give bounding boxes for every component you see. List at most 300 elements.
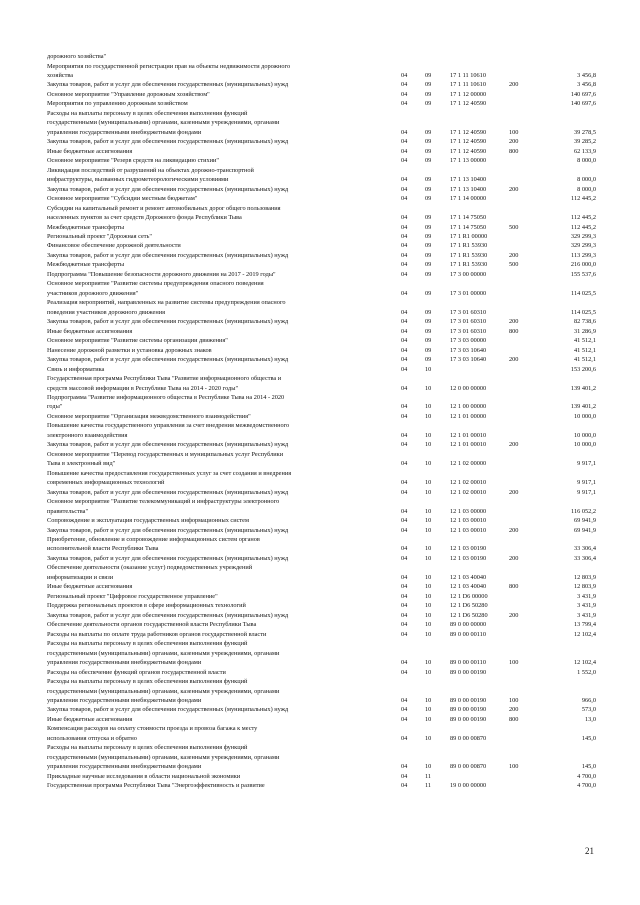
row-amount: 3 431,9	[577, 602, 596, 610]
row-subsection: 10	[425, 441, 432, 449]
row-name: правительства"	[47, 507, 89, 515]
row-subsection: 10	[425, 630, 432, 638]
row-subsection: 10	[425, 734, 432, 742]
row-subsection: 10	[425, 384, 432, 392]
row-section: 04	[401, 488, 408, 496]
row-subsection: 09	[425, 318, 432, 326]
row-expense-type: 500	[509, 223, 519, 231]
row-target-article: 12 1 02 00010	[450, 479, 487, 487]
row-section: 04	[401, 223, 408, 231]
row-amount: 139 401,2	[570, 403, 596, 411]
row-target-article: 12 1 03 00010	[450, 526, 487, 534]
row-section: 04	[401, 356, 408, 363]
row-target-article: 17 1 R1 00000	[450, 232, 488, 240]
row-expense-type: 800	[509, 147, 519, 155]
row-name: Основное мероприятие "Организация межведомственного взаимодействия"	[47, 412, 251, 420]
row-target-article: 89 0 00 00870	[450, 734, 487, 742]
row-subsection: 10	[425, 412, 432, 420]
row-subsection: 09	[425, 214, 432, 221]
row-amount: 8 000,0	[577, 157, 596, 165]
row-expense-type: 500	[509, 261, 519, 269]
row-name: Основное мероприятие "Управление дорожным хозяйством"	[47, 90, 210, 98]
row-section: 04	[401, 517, 408, 524]
row-subsection: 10	[425, 611, 432, 619]
row-target-article: 17 3 03 00000	[450, 337, 487, 345]
row-name: Государственная программа Республики Тыва "Энергоэффективность и развитие	[47, 782, 265, 790]
row-subsection: 10	[425, 526, 432, 534]
row-amount: 12 102,4	[573, 659, 596, 667]
row-amount: 3 431,9	[577, 611, 596, 619]
row-amount: 12 102,4	[573, 630, 596, 638]
row-amount: 4 700,0	[577, 782, 596, 790]
row-expense-type: 100	[509, 697, 519, 704]
row-subsection: 10	[425, 763, 432, 771]
row-section: 04	[401, 630, 408, 638]
row-expense-type: 200	[509, 356, 519, 363]
row-target-article: 12 1 D6 50280	[450, 611, 488, 619]
row-subsection: 10	[425, 479, 432, 487]
row-amount: 112 445,2	[571, 223, 596, 231]
row-subsection: 10	[425, 488, 432, 496]
row-target-article: 89 0 00 00190	[450, 706, 487, 714]
row-name: Межбюджетные трансферты	[47, 223, 125, 231]
row-name: Поддержка региональных проектов в сфере информационных технологий	[47, 602, 246, 610]
row-name: Компенсация расходов на оплату стоимости проезда и провоза багажа к месту	[47, 725, 258, 733]
row-target-article: 17 1 12 40590	[450, 138, 487, 146]
row-target-article: 17 3 03 10640	[450, 356, 487, 363]
row-name: Нанесение дорожной разметки и установка дорожных знаков	[47, 346, 212, 354]
row-section: 04	[401, 697, 408, 704]
row-target-article: 12 1 01 00010	[450, 441, 487, 449]
row-amount: 113 299,3	[571, 251, 596, 259]
row-target-article: 17 1 12 00000	[450, 90, 487, 98]
row-name: Прикладные научные исследования в области национальной экономики	[47, 772, 241, 780]
row-target-article: 12 1 01 00000	[450, 412, 487, 420]
row-target-article: 89 0 00 00190	[450, 697, 487, 704]
row-target-article: 89 0 00 00190	[450, 668, 487, 676]
row-name: Государственная программа Республики Тыва "Развитие информационного общества и	[47, 375, 282, 382]
row-subsection: 09	[425, 71, 432, 79]
row-name: Связь и информатика	[47, 365, 105, 373]
row-amount: 145,0	[581, 763, 596, 771]
row-target-article: 17 1 R1 53930	[450, 251, 488, 259]
row-amount: 33 306,4	[573, 545, 596, 553]
row-amount: 82 738,6	[573, 318, 596, 326]
row-target-article: 17 3 01 60310	[450, 308, 487, 316]
row-name: Расходы на выплаты персоналу в целях обеспечения выполнения функций	[47, 640, 248, 648]
row-name: Сопровождение и эксплуатация государственных информационных систем	[47, 517, 249, 524]
row-subsection: 10	[425, 554, 432, 562]
row-section: 04	[401, 318, 408, 326]
row-name: Закупка товаров, работ и услуг для обеспечения государственных (муниципальных) нужд	[47, 318, 289, 326]
row-target-article: 17 1 14 00000	[450, 195, 487, 203]
row-section: 04	[401, 214, 408, 221]
row-name: использования отпуска и обратно	[47, 734, 137, 742]
row-name: Мероприятия по государственной регистрации прав на объекты недвижимости дорожного	[47, 62, 291, 70]
row-target-article: 89 0 00 00110	[450, 630, 486, 638]
row-name: управления государственными внебюджетными фондами	[47, 659, 202, 667]
row-subsection: 09	[425, 157, 432, 165]
row-name: Закупка товаров, работ и услуг для обеспечения государственных (муниципальных) нужд	[47, 356, 289, 363]
row-subsection: 10	[425, 621, 432, 629]
row-target-article: 12 1 03 00190	[450, 554, 487, 562]
row-section: 04	[401, 782, 408, 790]
row-expense-type: 200	[509, 526, 519, 534]
row-name: Приобретение, обновление и сопровождение информационных систем органов	[47, 536, 260, 543]
row-subsection: 09	[425, 128, 432, 136]
row-name: государственными (муниципальными) органами, казенными учреждениями, органами	[47, 753, 280, 761]
row-section: 04	[401, 100, 408, 108]
row-name: Основное мероприятие "Перевод государственных и муниципальных услуг Республики	[47, 450, 284, 458]
row-name: Основное мероприятие "Субсидии местным бюджетам"	[47, 195, 198, 203]
row-section: 04	[401, 772, 408, 780]
row-target-article: 12 1 03 40040	[450, 583, 487, 591]
row-target-article: 17 3 01 60310	[450, 327, 487, 335]
row-name: Обеспечение деятельности (оказание услуг) подведомственных учреждений	[47, 564, 253, 572]
row-amount: 69 941,9	[573, 526, 596, 534]
row-amount: 69 941,9	[573, 517, 596, 524]
row-name: годы"	[47, 403, 63, 411]
row-target-article: 17 3 01 60310	[450, 318, 487, 326]
row-section: 04	[401, 289, 408, 297]
row-target-article: 12 1 03 00000	[450, 507, 487, 515]
row-subsection: 09	[425, 337, 432, 345]
row-name: Закупка товаров, работ и услуг для обеспечения государственных (муниципальных) нужд	[47, 554, 289, 562]
row-amount: 9 917,1	[577, 488, 596, 496]
page-number: 21	[585, 846, 594, 856]
row-subsection: 10	[425, 507, 432, 515]
row-section: 04	[401, 460, 408, 468]
row-amount: 112 445,2	[571, 195, 596, 203]
row-section: 04	[401, 232, 408, 240]
row-name: Субсидии на капитальный ремонт и ремонт автомобильных дорог общего пользования	[47, 204, 281, 212]
row-name: управления государственными внебюджетными фондами	[47, 697, 202, 704]
row-target-article: 89 0 00 00870	[450, 763, 487, 771]
row-section: 04	[401, 128, 408, 136]
row-section: 04	[401, 668, 408, 676]
row-expense-type: 200	[509, 611, 519, 619]
row-name: Обеспечение деятельности органов государственной власти Республики Тыва	[47, 621, 257, 629]
row-amount: 9 917,1	[577, 479, 596, 487]
row-amount: 3 431,9	[577, 592, 596, 600]
row-section: 04	[401, 327, 408, 335]
row-name: Иные бюджетные ассигнования	[47, 147, 133, 155]
row-name: Иные бюджетные ассигнования	[47, 583, 133, 591]
row-section: 04	[401, 573, 408, 581]
row-target-article: 17 1 R1 53930	[450, 242, 488, 250]
row-subsection: 09	[425, 90, 432, 98]
row-name: Финансовое обеспечение дорожной деятельности	[47, 242, 181, 250]
row-amount: 140 697,6	[570, 100, 596, 108]
row-amount: 153 200,6	[570, 365, 596, 373]
row-name: Повышение качества предоставления государственных услуг за счет создания и внедрения	[47, 469, 292, 477]
row-section: 04	[401, 621, 408, 629]
row-name: Тыва в электронный вид"	[47, 460, 116, 468]
row-name: управления государственными внебюджетными фондами	[47, 128, 202, 136]
row-expense-type: 800	[509, 583, 519, 591]
row-name: Расходы на выплаты по оплате труда работников органов государственной власти	[47, 630, 267, 638]
row-section: 04	[401, 185, 408, 193]
row-target-article: 17 3 01 00000	[450, 289, 487, 297]
row-subsection: 09	[425, 261, 432, 269]
row-expense-type: 200	[509, 185, 519, 193]
row-target-article: 12 1 03 40040	[450, 573, 487, 581]
row-name: дорожного хозяйства"	[47, 53, 107, 60]
row-section: 04	[401, 71, 408, 79]
row-amount: 3 456,8	[577, 81, 596, 89]
row-subsection: 10	[425, 403, 432, 411]
row-name: информатизации и связи	[47, 573, 114, 581]
row-section: 04	[401, 611, 408, 619]
row-section: 04	[401, 583, 408, 591]
row-amount: 8 000,0	[577, 185, 596, 193]
row-amount: 140 697,6	[570, 90, 596, 98]
row-section: 04	[401, 592, 408, 600]
row-amount: 4 700,0	[577, 772, 596, 780]
row-section: 04	[401, 138, 408, 146]
row-subsection: 09	[425, 251, 432, 259]
row-name: Расходы на выплаты персоналу в целях обеспечения выполнения функций	[47, 109, 248, 117]
row-amount: 13,0	[584, 715, 596, 723]
row-amount: 41 512,1	[573, 346, 596, 354]
row-target-article: 12 1 03 00190	[450, 545, 487, 553]
row-target-article: 19 0 00 00000	[450, 782, 487, 790]
row-subsection: 11	[425, 772, 432, 780]
row-name: Основное мероприятие "Развитие системы предупреждения опасного поведения	[47, 280, 264, 288]
row-target-article: 12 1 02 00010	[450, 488, 487, 496]
row-amount: 41 512,1	[573, 337, 596, 345]
row-amount: 12 803,9	[573, 583, 596, 591]
row-name: Закупка товаров, работ и услуг для обеспечения государственных (муниципальных) нужд	[47, 251, 289, 259]
row-target-article: 17 1 11 10610	[450, 81, 486, 89]
row-target-article: 17 1 14 75050	[450, 214, 487, 221]
row-name: участников дорожного движения"	[47, 289, 139, 297]
row-section: 04	[401, 308, 408, 316]
row-subsection: 09	[425, 223, 432, 231]
row-subsection: 09	[425, 81, 432, 89]
row-section: 04	[401, 706, 408, 714]
row-section: 04	[401, 384, 408, 392]
row-name: современных информационных технологий	[47, 479, 165, 487]
row-name: исполнительной власти Республики Тыва	[47, 545, 159, 553]
row-subsection: 09	[425, 308, 432, 316]
row-subsection: 09	[425, 100, 432, 108]
row-subsection: 10	[425, 431, 432, 439]
row-name: Закупка товаров, работ и услуг для обеспечения государственных (муниципальных) нужд	[47, 138, 289, 146]
row-subsection: 09	[425, 242, 432, 250]
row-expense-type: 100	[509, 128, 519, 136]
row-subsection: 10	[425, 517, 432, 524]
row-section: 04	[401, 431, 408, 439]
row-amount: 62 133,9	[573, 147, 596, 155]
row-subsection: 10	[425, 697, 432, 704]
row-section: 04	[401, 81, 408, 89]
row-name: государственными (муниципальными) органами, казенными учреждениями, органами	[47, 649, 280, 657]
row-target-article: 89 0 00 00190	[450, 715, 487, 723]
row-target-article: 17 1 13 00000	[450, 157, 487, 165]
row-amount: 966,0	[581, 697, 596, 704]
row-name: Региональный проект "Цифровое государственное управление"	[47, 592, 218, 600]
row-name: Мероприятия по управлению дорожным хозяйством	[47, 100, 188, 108]
row-amount: 114 025,5	[571, 308, 596, 316]
row-name: Расходы на обеспечение функций органов государственной власти	[47, 668, 226, 676]
row-name: электронного взаимодействия	[47, 431, 128, 439]
row-section: 04	[401, 270, 408, 278]
row-subsection: 10	[425, 659, 432, 667]
row-expense-type: 200	[509, 138, 519, 146]
row-section: 04	[401, 479, 408, 487]
row-name: Реализация мероприятий, направленных на развитие системы предупреждения опасного	[47, 299, 286, 307]
row-amount: 39 278,5	[573, 128, 596, 136]
row-section: 04	[401, 147, 408, 155]
row-target-article: 17 1 11 10610	[450, 71, 486, 79]
row-target-article: 12 0 00 00000	[450, 384, 487, 392]
row-subsection: 10	[425, 706, 432, 714]
row-section: 04	[401, 715, 408, 723]
row-expense-type: 800	[509, 327, 519, 335]
row-subsection: 09	[425, 138, 432, 146]
row-expense-type: 200	[509, 441, 519, 449]
row-amount: 155 537,6	[570, 270, 596, 278]
row-target-article: 12 1 02 00000	[450, 460, 487, 468]
row-target-article: 17 1 13 10400	[450, 185, 487, 193]
row-amount: 10 000,0	[573, 431, 596, 439]
row-name: Закупка товаров, работ и услуг для обеспечения государственных (муниципальных) нужд	[47, 488, 289, 496]
row-target-article: 12 1 D6 50280	[450, 602, 488, 610]
row-expense-type: 800	[509, 715, 519, 723]
row-section: 04	[401, 337, 408, 345]
row-name: Региональный проект "Дорожная сеть"	[47, 232, 152, 240]
row-name: поведения участников дорожного движения	[47, 308, 165, 316]
row-expense-type: 200	[509, 81, 519, 89]
row-amount: 3 456,8	[577, 71, 596, 79]
row-section: 04	[401, 261, 408, 269]
row-amount: 573,0	[581, 706, 596, 714]
row-subsection: 09	[425, 232, 432, 240]
row-name: Основное мероприятие "Развитие телекоммуникаций и инфраструктуры электронного	[47, 498, 280, 506]
row-section: 04	[401, 602, 408, 610]
row-amount: 145,0	[581, 734, 596, 742]
row-name: Закупка товаров, работ и услуг для обеспечения государственных (муниципальных) нужд	[47, 706, 289, 714]
row-name: государственными (муниципальными) органами, казенными учреждениями, органами	[47, 687, 280, 695]
row-expense-type: 200	[509, 554, 519, 562]
row-name: Подпрограмма "Повышение безопасности дорожного движения на 2017 - 2019 годы"	[47, 270, 276, 278]
row-subsection: 10	[425, 602, 432, 610]
row-name: Иные бюджетные ассигнования	[47, 715, 133, 723]
row-name: Иные бюджетные ассигнования	[47, 327, 133, 335]
row-section: 04	[401, 554, 408, 562]
row-subsection: 09	[425, 195, 432, 203]
row-subsection: 10	[425, 592, 432, 600]
row-amount: 329 299,3	[570, 232, 596, 240]
row-amount: 31 286,9	[573, 327, 596, 335]
row-section: 04	[401, 195, 408, 203]
row-name: управления государственными внебюджетными фондами	[47, 763, 202, 771]
row-name: средств массовой информации в Республике Тыва на 2014 - 2020 годы"	[47, 384, 239, 392]
row-name: Расходы на выплаты персоналу в целях обеспечения выполнения функций	[47, 678, 248, 685]
row-name: Закупка товаров, работ и услуг для обеспечения государственных (муниципальных) нужд	[47, 526, 289, 534]
row-subsection: 09	[425, 185, 432, 193]
row-section: 04	[401, 734, 408, 742]
row-name: Закупка товаров, работ и услуг для обеспечения государственных (муниципальных) нужд	[47, 81, 289, 89]
row-name: Повышение качества государственного управления за счет внедрения межведомственного	[47, 422, 290, 430]
row-target-article: 12 1 03 00010	[450, 517, 487, 524]
row-section: 04	[401, 90, 408, 98]
row-section: 04	[401, 526, 408, 534]
row-subsection: 11	[425, 782, 432, 790]
row-subsection: 10	[425, 365, 432, 373]
row-name: инфраструктуры, вызванных гидрометеорологическими условиями	[47, 176, 229, 184]
row-subsection: 10	[425, 668, 432, 676]
row-target-article: 17 1 R1 53930	[450, 261, 488, 269]
row-name: Ликвидация последствий от разрушений на объектах дорожно-транспортной	[47, 166, 254, 174]
row-section: 04	[401, 507, 408, 515]
row-amount: 8 000,0	[577, 176, 596, 184]
row-subsection: 09	[425, 147, 432, 155]
row-subsection: 10	[425, 583, 432, 591]
row-target-article: 17 1 12 40590	[450, 128, 487, 136]
row-subsection: 10	[425, 573, 432, 581]
row-amount: 112 445,2	[571, 214, 596, 221]
row-subsection: 10	[425, 460, 432, 468]
row-target-article: 17 1 12 40590	[450, 147, 487, 155]
row-name: Основное мероприятие "Развитие системы организации движения"	[47, 337, 228, 345]
row-target-article: 12 1 00 00000	[450, 403, 487, 411]
row-target-article: 17 3 03 10640	[450, 346, 487, 354]
row-section: 04	[401, 403, 408, 411]
row-amount: 10 000,0	[573, 412, 596, 420]
row-amount: 33 306,4	[573, 554, 596, 562]
row-section: 04	[401, 763, 408, 771]
row-target-article: 17 1 12 40590	[450, 100, 487, 108]
row-section: 04	[401, 346, 408, 354]
row-name: Подпрограмма "Развитие информационного общества в Республике Тыва на 2014 - 2020	[47, 393, 285, 401]
row-name: Основное мероприятие "Резерв средств на ликвидацию стихии"	[47, 157, 219, 165]
row-name: государственными (муниципальными) органами, казенными учреждениями, органами	[47, 119, 280, 127]
row-target-article: 89 0 00 00000	[450, 621, 487, 629]
row-section: 04	[401, 176, 408, 184]
row-section: 04	[401, 659, 408, 667]
row-expense-type: 200	[509, 318, 519, 326]
row-section: 04	[401, 365, 408, 373]
row-name: Закупка товаров, работ и услуг для обеспечения государственных (муниципальных) нужд	[47, 611, 289, 619]
row-amount: 41 512,1	[573, 356, 596, 363]
row-name: хозяйства	[47, 71, 74, 79]
row-subsection: 09	[425, 327, 432, 335]
row-subsection: 09	[425, 270, 432, 278]
row-amount: 9 917,1	[577, 460, 596, 468]
row-amount: 114 025,5	[571, 289, 596, 297]
row-target-article: 17 1 13 10400	[450, 176, 487, 184]
row-target-article: 17 1 14 75050	[450, 223, 487, 231]
row-subsection: 09	[425, 356, 432, 363]
row-amount: 13 799,4	[573, 621, 596, 629]
row-name: Закупка товаров, работ и услуг для обеспечения государственных (муниципальных) нужд	[47, 441, 289, 449]
row-subsection: 10	[425, 545, 432, 553]
row-amount: 39 285,2	[573, 138, 596, 146]
row-section: 04	[401, 545, 408, 553]
row-section: 04	[401, 157, 408, 165]
row-expense-type: 100	[509, 763, 519, 771]
row-target-article: 12 1 01 00010	[450, 431, 487, 439]
row-name: населенных пунктов за счет средств Дорожного фонда Республики Тыва	[47, 214, 242, 221]
row-expense-type: 200	[509, 488, 519, 496]
row-subsection: 09	[425, 289, 432, 297]
row-expense-type: 200	[509, 706, 519, 714]
row-section: 04	[401, 242, 408, 250]
row-amount: 1 552,0	[577, 668, 596, 676]
row-amount: 216 000,0	[570, 261, 596, 269]
